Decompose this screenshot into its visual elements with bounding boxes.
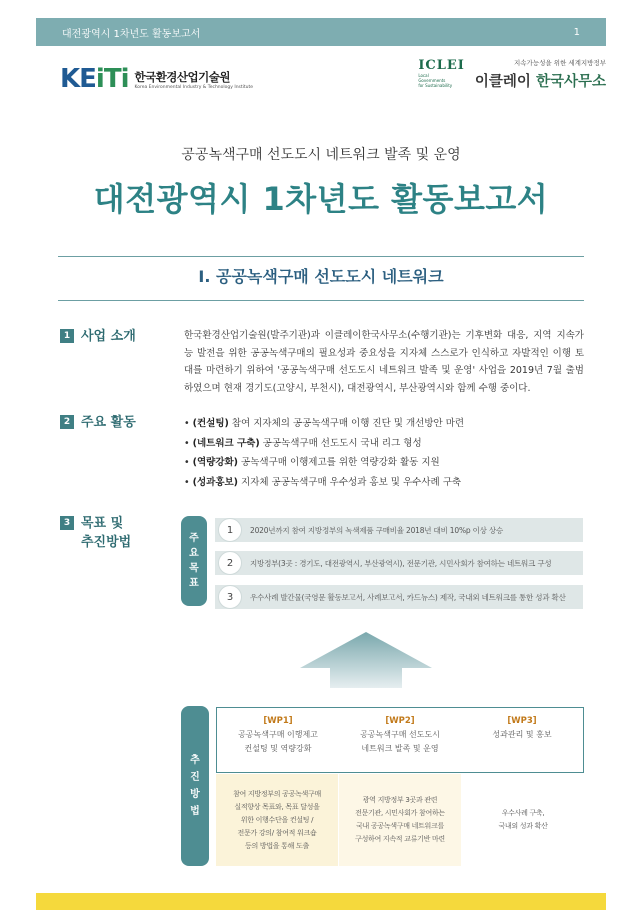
section-3-label (60, 514, 131, 552)
section-number: 2 (60, 415, 74, 429)
work-packages-details (216, 774, 584, 866)
keiti-logo (60, 64, 253, 94)
section-title: 목표 및 추진방법 (81, 516, 132, 550)
goal-text: 우수사례 발간물(국영문 활동보고서, 사례보고서, 카드뉴스) 제작, 국내외 네트워크를 통한 성과 확산 (250, 592, 566, 602)
section-title: 사업 소개 (81, 329, 136, 344)
page-number: 1 (573, 26, 580, 38)
keiti-mark: KEiTi (60, 64, 129, 94)
header-bar (36, 18, 606, 46)
wp2-header: [WP2] 공공녹색구매 선도도시 네트워크 발족 및 운영 (360, 716, 440, 753)
goal-number: 1 (218, 518, 242, 542)
iclei-tagline: 지속가능성을 위한 세계지방정부 (513, 59, 606, 67)
document-subtitle: 공공녹색구매 선도도시 네트워크 발족 및 운영 (181, 147, 461, 163)
divider-bottom (58, 300, 584, 301)
iclei-logo: ICLEI Local Governments for Sustainability 지속가능성을 위한 세계지방정부 이클레이 한국사무소 (418, 58, 606, 90)
goal-text: 지방정부(3곳 : 경기도, 대전광역시, 부산광역시), 전문기관, 시민사회가 참여하는 네트워크 구성 (250, 558, 552, 568)
activities-list (184, 414, 464, 492)
section-number: 1 (60, 329, 74, 343)
goal-text: 2020년까지 참여 지방정부의 녹색제품 구매비율 2018년 대비 10%p 이상 상승 (250, 525, 503, 535)
footer-bar (36, 893, 606, 910)
wp1-header: [WP1] 공공녹색구매 이행제고 컨설팅 및 역량강화 (238, 716, 318, 753)
document-title: 대전광역시 1차년도 활동보고서 (93, 180, 549, 218)
divider-top (58, 256, 584, 257)
list-item: • (컨설팅) 참여 지자체의 공공녹색구매 이행 진단 및 개선방안 마련 (184, 418, 465, 429)
keiti-name-ko: 한국환경산업기술원 (134, 69, 230, 84)
section-title: 주요 활동 (81, 415, 136, 430)
iclei-name: ICLEI (418, 58, 465, 73)
goal-row (215, 585, 583, 609)
up-arrow-icon (296, 630, 436, 690)
goal-number: 3 (218, 585, 242, 609)
header-doc-title: 대전광역시 1차년도 활동보고서 (62, 28, 201, 40)
wp2-detail: 광역 지방정부 3곳과 관련 전문기관, 시민사회가 참여하는 국내 공공녹색구매 네트워크를 구성하여 지속적 교류기반 마련 (338, 774, 462, 866)
intro-paragraph: 한국환경산업기술원(발주기관)과 이클레이한국사무소(수행기관)는 기후변화 대응, 지역 지속가능 발전을 위한 공공녹색구매의 필요성과 중요성을 지자체 스스로가 인식하고 자발적인 이행 토대를 마련하기 위하여 '공공녹색구매 선도도시 네트워크 발족 및 운영' 사업을 2019년 7월 출범하였으며 현재 경기도(고양시, 부천시), 대전광역시, 부산광역시와 함께 수행 중이다. (184, 330, 584, 394)
section-2-label (60, 413, 136, 432)
wp3-header: [WP3] 성과관리 및 홍보 (492, 716, 552, 739)
iclei-name-ko: 이클레이 한국사무소 (474, 74, 606, 90)
keiti-name-en: Korea Environmental Industry & Technology Institute (134, 84, 254, 90)
goal-row (215, 551, 583, 575)
goal-row (215, 518, 583, 542)
section-1-label (60, 327, 136, 346)
goal-number: 2 (218, 551, 242, 575)
goals-tab: 주 요 목 표 (181, 516, 207, 606)
methods-tab: 추 진 방 법 (181, 706, 209, 866)
wp1-detail: 참여 지방정부의 공공녹색구매 실적향상 목표와, 목표 달성을 위한 이행수단을 컨설팅 / 전문가 강의/ 참여적 워크숍 등의 방법을 통해 도출 (216, 774, 338, 866)
section-heading: I. 공공녹색구매 선도도시 네트워크 (198, 267, 444, 286)
wp3-detail: 우수사례 구축, 국내외 성과 확산 (462, 774, 584, 866)
list-item: • (네트워크 구축) 공공녹색구매 선도도시 국내 리그 형성 (184, 437, 422, 449)
list-item: • (성과홍보) 지자체 공공녹색구매 우수성과 홍보 및 우수사례 구축 (184, 476, 462, 488)
list-item: • (역량강화) 공녹색구매 이행제고를 위한 역량강화 활동 지원 (184, 457, 440, 468)
section-number: 3 (60, 516, 74, 530)
work-packages-header (216, 707, 584, 773)
